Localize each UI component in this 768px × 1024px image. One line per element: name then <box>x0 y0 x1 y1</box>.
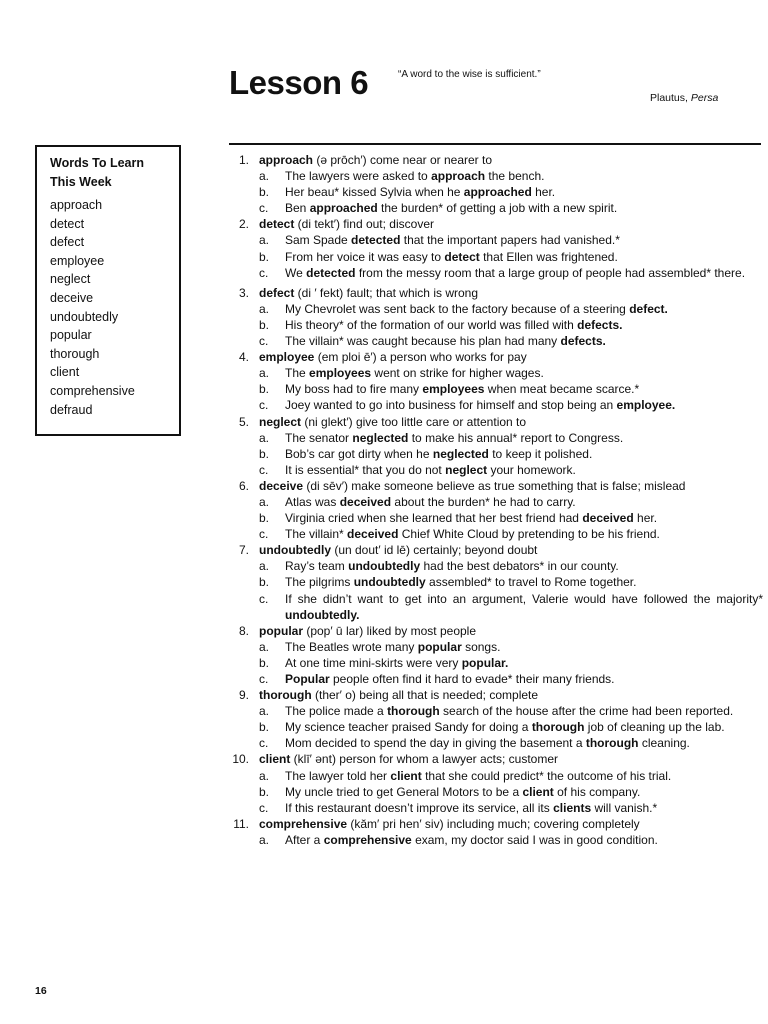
example-text: Joey wanted to go into business for himself and stop being an <box>285 398 617 413</box>
entry-word: client <box>259 752 291 767</box>
example-sentence <box>259 381 763 397</box>
lesson-title: Lesson 6 <box>229 64 369 101</box>
entry-number: 8. <box>238 623 249 638</box>
example-sentence <box>259 232 763 248</box>
example-text: cleaning. <box>638 736 690 751</box>
vocab-entry <box>227 216 763 280</box>
example-text: If this restaurant doesn’t improve its service, all its <box>285 800 554 815</box>
example-text: Sam Spade <box>285 233 352 248</box>
highlighted-word: detected <box>306 265 356 280</box>
example-sentence <box>259 430 763 446</box>
entry-word: deceive <box>259 478 304 493</box>
highlighted-word: employees <box>309 366 372 381</box>
entry-heading <box>259 414 763 430</box>
word-list-item: neglect <box>50 272 91 287</box>
entry-number: 9. <box>238 688 249 703</box>
highlighted-word: undoubtedly <box>353 575 426 590</box>
example-sentence <box>259 462 763 478</box>
entry-word: approach <box>259 153 314 167</box>
example-text: From her voice it was easy to <box>285 249 445 264</box>
example-sentence <box>259 703 763 719</box>
example-sentence <box>259 397 763 413</box>
example-text: to make his annual* report to Congress. <box>408 430 624 445</box>
example-letter: b. <box>259 249 270 264</box>
vocab-entry <box>227 816 763 848</box>
example-text: The lawyers were asked to <box>285 169 432 184</box>
example-text: The police made a <box>285 704 388 719</box>
entry-definition: (di ′ fekt) fault; that which is wrong <box>294 285 478 300</box>
entry-definition: (ni glekt′) give too little care or attention to <box>301 414 527 429</box>
example-text: Atlas was <box>285 494 340 509</box>
highlighted-word: Popular <box>285 672 330 686</box>
entry-word: thorough <box>259 688 312 703</box>
entry-heading <box>259 152 763 168</box>
highlighted-word: approached <box>309 201 378 216</box>
entry-definition: (kăm′ pri hen′ siv) including much; covering completely <box>347 816 640 831</box>
example-letter: c. <box>259 398 269 413</box>
entry-number: 7. <box>238 543 249 558</box>
highlighted-word: detect <box>444 249 480 264</box>
highlighted-word: approached <box>463 185 532 200</box>
entry-definition: (pop′ ū lar) liked by most people <box>303 623 477 638</box>
example-text: The pilgrims <box>285 575 354 590</box>
entry-definition: (di tekt′) find out; discover <box>294 217 434 232</box>
example-letter: b. <box>259 511 270 526</box>
entry-number: 4. <box>238 350 249 365</box>
entry-definition: (em ploi ē′) a person who works for pay <box>314 350 527 365</box>
example-letter: b. <box>259 317 270 332</box>
example-sentence <box>259 735 763 751</box>
vocab-entry <box>227 285 763 349</box>
example-letter: b. <box>259 446 270 461</box>
highlighted-word: undoubtedly. <box>285 607 360 622</box>
entry-word: neglect <box>259 414 302 429</box>
example-letter: c. <box>259 672 269 686</box>
words-to-learn-title-line1: Words To Learn <box>50 156 144 170</box>
example-letter: c. <box>259 201 269 216</box>
example-letter: a. <box>259 301 270 316</box>
highlighted-word: undoubtedly <box>348 559 421 574</box>
example-sentence <box>259 365 763 381</box>
example-letter: c. <box>259 736 269 751</box>
entry-definition: (ə prōch′) come near or nearer to <box>313 153 493 167</box>
highlighted-word: deceived <box>582 511 634 526</box>
word-list-item: defect <box>50 235 85 250</box>
entry-number: 6. <box>238 478 249 493</box>
entry-heading <box>259 349 763 365</box>
example-text: The senator <box>285 430 353 445</box>
example-sentence <box>259 558 763 574</box>
example-text: The Beatles wrote many <box>285 639 418 654</box>
highlighted-word: comprehensive <box>323 832 412 847</box>
example-sentence <box>259 333 763 349</box>
highlighted-word: thorough <box>585 736 639 751</box>
example-text: The villain* was caught because his plan had many <box>285 334 561 349</box>
example-text: that she could predict* the outcome of his trial. <box>421 768 672 783</box>
example-letter: a. <box>259 768 270 783</box>
highlighted-word: popular. <box>461 655 509 670</box>
example-text: job of cleaning up the lab. <box>584 720 725 735</box>
example-sentence <box>259 671 763 687</box>
example-letter: b. <box>259 382 270 397</box>
word-list-item: detect <box>50 216 85 231</box>
epigraph-attribution <box>650 93 718 104</box>
example-letter: c. <box>259 462 269 477</box>
example-text: the burden* of getting a job with a new spirit. <box>377 201 618 216</box>
highlighted-word: deceived <box>339 494 392 509</box>
example-sentence <box>259 800 763 816</box>
entry-word: undoubtedly <box>259 543 331 558</box>
example-sentence <box>259 526 763 542</box>
example-text: Ben <box>285 201 310 216</box>
entry-heading <box>259 478 763 494</box>
words-to-learn-title-line2: This Week <box>50 175 112 189</box>
word-list <box>50 196 179 419</box>
entry-heading <box>259 751 763 767</box>
entry-definition: (un dout′ id lē) certainly; beyond doubt <box>331 543 538 558</box>
example-text: Mom decided to spend the day in giving the basement a <box>285 736 586 751</box>
highlighted-word: defect. <box>629 301 668 316</box>
vocab-entry <box>227 623 763 687</box>
highlighted-word: defects. <box>560 334 606 349</box>
word-list-item: comprehensive <box>50 383 135 398</box>
example-text: The lawyer told her <box>285 768 391 783</box>
example-text: At one time mini-skirts were very <box>285 655 462 670</box>
example-letter: a. <box>259 233 270 248</box>
entry-word: comprehensive <box>259 816 348 831</box>
highlighted-word: thorough <box>531 720 585 735</box>
example-letter: a. <box>259 832 270 847</box>
example-letter: a. <box>259 559 270 574</box>
example-text: My Chevrolet was sent back to the factory because of a steering <box>285 301 630 316</box>
example-text: had the best debators* in our county. <box>420 559 619 574</box>
entry-number: 1. <box>238 153 249 167</box>
example-sentence <box>259 784 763 800</box>
highlighted-word: defects. <box>577 317 623 332</box>
example-letter: a. <box>259 366 270 381</box>
example-text: about the burden* he had to carry. <box>391 494 576 509</box>
example-letter: b. <box>259 655 270 670</box>
example-text: My uncle tried to get General Motors to be a <box>285 784 523 799</box>
example-text: My boss had to fire many <box>285 382 423 397</box>
example-text: that the important papers had vanished.* <box>400 233 620 248</box>
example-text: Bob’s car got dirty when he <box>285 446 433 461</box>
entry-word: detect <box>259 217 295 232</box>
example-sentence <box>259 200 763 216</box>
example-letter: b. <box>259 720 270 735</box>
example-text: her. <box>633 511 658 526</box>
example-letter: c. <box>259 334 269 349</box>
entry-word: popular <box>259 623 303 638</box>
example-text: from the messy room that a large group of people had assembled* there. <box>355 265 746 280</box>
highlighted-word: neglected <box>352 430 409 445</box>
example-sentence <box>259 249 763 265</box>
highlighted-word: neglected <box>432 446 489 461</box>
attribution-author: Plautus, <box>650 92 688 104</box>
vocab-entry <box>227 542 763 622</box>
example-sentence <box>259 301 763 317</box>
vocab-entry <box>227 152 763 216</box>
example-text: assembled* to travel to Rome together. <box>425 575 637 590</box>
example-sentence <box>259 510 763 526</box>
epigraph-quote: “A word to the wise is sufficient.” <box>398 69 541 80</box>
entry-heading <box>259 816 763 832</box>
word-list-item: employee <box>50 253 105 268</box>
entry-number: 11. <box>233 816 249 831</box>
highlighted-word: client <box>522 784 554 799</box>
highlighted-word: detected <box>351 233 401 248</box>
entry-heading <box>259 623 763 639</box>
words-to-learn-title <box>50 154 179 192</box>
page-number: 16 <box>35 985 47 997</box>
example-letter: b. <box>259 185 270 200</box>
highlighted-word: employees <box>422 382 485 397</box>
example-text: Virginia cried when she learned that her best friend had <box>285 511 583 526</box>
example-sentence <box>259 655 763 671</box>
example-letter: b. <box>259 575 270 590</box>
entry-number: 3. <box>238 285 249 300</box>
entry-heading <box>259 216 763 232</box>
example-sentence <box>259 184 763 200</box>
example-letter: a. <box>259 494 270 509</box>
example-sentence <box>259 265 763 281</box>
vocab-entry <box>227 751 763 815</box>
example-text: His theory* of the formation of our world was filled with <box>285 317 578 332</box>
entry-definition: (ther′ o) being all that is needed; complete <box>311 688 539 703</box>
example-letter: a. <box>259 430 270 445</box>
example-text: her. <box>531 185 556 200</box>
word-list-item: deceive <box>50 290 94 305</box>
example-sentence <box>259 832 763 848</box>
example-text: My science teacher praised Sandy for doing a <box>285 720 532 735</box>
word-list-item: thorough <box>50 346 100 361</box>
highlighted-word: approach <box>431 169 486 184</box>
vocab-entry <box>227 414 763 478</box>
entry-number: 2. <box>238 217 249 232</box>
example-letter: c. <box>259 527 269 542</box>
example-text: to keep it polished. <box>488 446 593 461</box>
example-sentence <box>259 574 763 590</box>
example-text: search of the house after the crime had been reported. <box>439 704 734 719</box>
highlighted-word: client <box>390 768 422 783</box>
highlighted-word: neglect <box>445 462 488 477</box>
highlighted-word: deceived <box>347 527 399 542</box>
example-text: The <box>285 366 310 381</box>
example-letter: c. <box>259 591 269 606</box>
example-text: that Ellen was frightened. <box>479 249 618 264</box>
example-letter: a. <box>259 169 270 184</box>
example-text: when meat became scarce.* <box>484 382 640 397</box>
word-list-item: popular <box>50 328 92 343</box>
example-text: will vanish.* <box>591 800 658 815</box>
entry-word: employee <box>259 350 315 365</box>
example-sentence <box>259 639 763 655</box>
entry-number: 5. <box>238 414 249 429</box>
example-text: the bench. <box>485 169 545 184</box>
header-rule <box>229 143 761 145</box>
example-sentence <box>259 168 763 184</box>
example-text: It is essential* that you do not <box>285 462 446 477</box>
example-text: After a <box>285 832 324 847</box>
example-sentence <box>259 719 763 735</box>
highlighted-word: popular <box>417 639 462 654</box>
example-text: exam, my doctor said I was in good condition. <box>411 832 658 847</box>
entry-heading <box>259 285 763 301</box>
word-list-item: approach <box>50 198 103 212</box>
attribution-work: Persa <box>690 92 719 104</box>
word-list-item: defraud <box>50 402 93 417</box>
vocab-entry <box>227 687 763 751</box>
words-to-learn-box <box>35 145 181 436</box>
entry-number: 10. <box>232 752 249 767</box>
example-sentence <box>259 768 763 784</box>
example-text: The villain* <box>285 527 348 542</box>
example-sentence <box>259 494 763 510</box>
example-letter: b. <box>259 784 270 799</box>
entry-definition: (di sēv′) make someone believe as true something that is false; mislead <box>303 478 686 493</box>
vocab-entry <box>227 478 763 542</box>
example-text: Her beau* kissed Sylvia when he <box>285 185 464 200</box>
highlighted-word: thorough <box>387 704 440 719</box>
word-list-item: undoubtedly <box>50 309 119 324</box>
entry-heading <box>259 687 763 703</box>
vocab-entry <box>227 349 763 413</box>
example-letter: a. <box>259 639 270 654</box>
example-letter: c. <box>259 265 269 280</box>
example-sentence <box>259 591 763 623</box>
example-sentence <box>259 317 763 333</box>
example-letter: a. <box>259 704 270 719</box>
entry-definition: (klī′ ənt) person for whom a lawyer acts; customer <box>290 752 559 767</box>
highlighted-word: employee. <box>616 398 676 413</box>
word-list-item: client <box>50 365 80 380</box>
example-text: your homework. <box>487 462 576 477</box>
example-text: Ray’s team <box>285 559 349 574</box>
example-text: of his company. <box>553 784 641 799</box>
example-text: songs. <box>461 639 501 654</box>
example-text: If she didn’t want to get into an argument, Valerie would have followed the majority* <box>285 591 763 606</box>
entry-heading <box>259 542 763 558</box>
vocabulary-entries <box>227 152 763 848</box>
highlighted-word: clients <box>553 800 592 815</box>
example-text: went on strike for higher wages. <box>371 366 544 381</box>
entry-word: defect <box>259 285 295 300</box>
example-letter: c. <box>259 800 269 815</box>
example-text: Chief White Cloud by pretending to be his friend. <box>398 527 660 542</box>
example-sentence <box>259 446 763 462</box>
example-text: people often find it hard to evade* their many friends. <box>329 672 615 686</box>
example-text: We <box>285 265 307 280</box>
